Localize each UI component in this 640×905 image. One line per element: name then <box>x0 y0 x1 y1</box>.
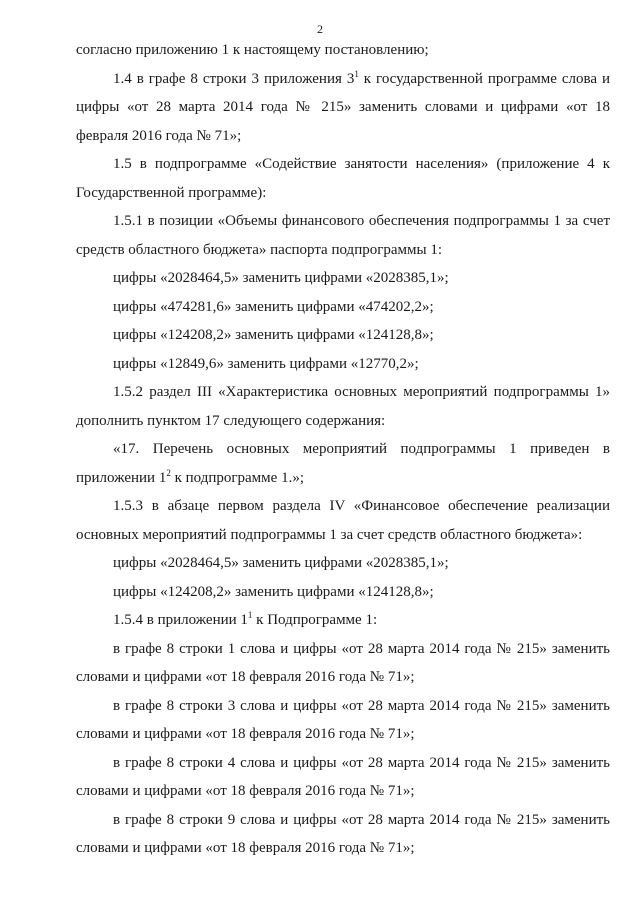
paragraph-text: в графе 8 строки 1 слова и цифры «от 28 марта 2014 года № 215» заменить словами и цифрами «от 18 февраля 2016 года № 71»; <box>76 640 610 685</box>
paragraph-text: в графе 8 строки 3 слова и цифры «от 28 марта 2014 года № 215» заменить словами и цифрами «от 18 февраля 2016 года № 71»; <box>76 697 610 742</box>
paragraph <box>76 65 610 151</box>
paragraph-text: к подпрограмме 1.»; <box>170 469 304 486</box>
paragraph-text: 1.5.4 в приложении 1 <box>113 612 248 628</box>
paragraph <box>76 321 610 350</box>
paragraph-text: цифры «2028464,5» заменить цифрами «2028385,1»; <box>113 270 449 286</box>
paragraph-text: к государственной программе слова и цифры «от 28 марта 2014 года № 215» заменить словами и цифрами «от 18 февраля 2016 года № 71»; <box>76 70 610 144</box>
page-number: 2 <box>317 22 323 36</box>
paragraph <box>76 293 610 322</box>
paragraph <box>76 207 610 264</box>
paragraph <box>76 749 610 806</box>
paragraph-text: в графе 8 строки 9 слова и цифры «от 28 марта 2014 года № 215» заменить словами и цифрами «от 18 февраля 2016 года № 71»; <box>76 811 610 856</box>
paragraph <box>76 492 610 549</box>
superscript: 2 <box>166 467 171 478</box>
paragraph <box>76 264 610 293</box>
superscript: 1 <box>247 610 253 620</box>
paragraph-text: 1.5.3 в абзаце первом раздела IV «Финансовое обеспечение реализации основных мероприятий подпрограммы 1 за счет средств областного бюджета»: <box>76 498 610 543</box>
paragraph <box>76 606 610 635</box>
paragraph-text: цифры «124208,2» заменить цифрами «124128,8»; <box>113 327 434 343</box>
paragraph-text: 1.5 в подпрограмме «Содействие занятости населения» (приложение 4 к Государственной программе): <box>76 156 610 201</box>
paragraph-text: цифры «12849,6» заменить цифрами «12770,2»; <box>113 355 419 372</box>
paragraph <box>76 806 610 863</box>
document-body <box>76 36 610 863</box>
paragraph <box>76 635 610 692</box>
paragraph <box>76 578 610 607</box>
paragraph-text: цифры «474281,6» заменить цифрами «474202,2»; <box>113 298 434 315</box>
paragraph-text: цифры «124208,2» заменить цифрами «124128,8»; <box>113 583 434 600</box>
paragraph-text: 1.4 в графе 8 строки 3 приложения 3 <box>113 70 355 87</box>
paragraph <box>76 350 610 379</box>
paragraph-text: 1.5.2 раздел III «Характеристика основных мероприятий подпрограммы 1» дополнить пунктом 17 следующего содержания: <box>76 384 610 429</box>
paragraph <box>76 36 610 65</box>
paragraph-text: «17. Перечень основных мероприятий подпрограммы 1 приведен в приложении 1 <box>76 441 610 486</box>
paragraph <box>76 378 610 435</box>
paragraph <box>76 150 610 207</box>
superscript: 1 <box>354 68 359 79</box>
paragraph-text: цифры «2028464,5» заменить цифрами «2028385,1»; <box>113 555 449 571</box>
paragraph <box>76 549 610 578</box>
paragraph <box>76 435 610 492</box>
paragraph-text: к Подпрограмме 1: <box>252 612 378 628</box>
paragraph-text: 1.5.1 в позиции «Объемы финансового обеспечения подпрограммы 1 за счет средств областного бюджета» паспорта подпрограммы 1: <box>76 213 610 258</box>
paragraph <box>76 692 610 749</box>
paragraph-text: согласно приложению 1 к настоящему постановлению; <box>76 42 429 58</box>
paragraph-text: в графе 8 строки 4 слова и цифры «от 28 марта 2014 года № 215» заменить словами и цифрами «от 18 февраля 2016 года № 71»; <box>76 754 610 799</box>
